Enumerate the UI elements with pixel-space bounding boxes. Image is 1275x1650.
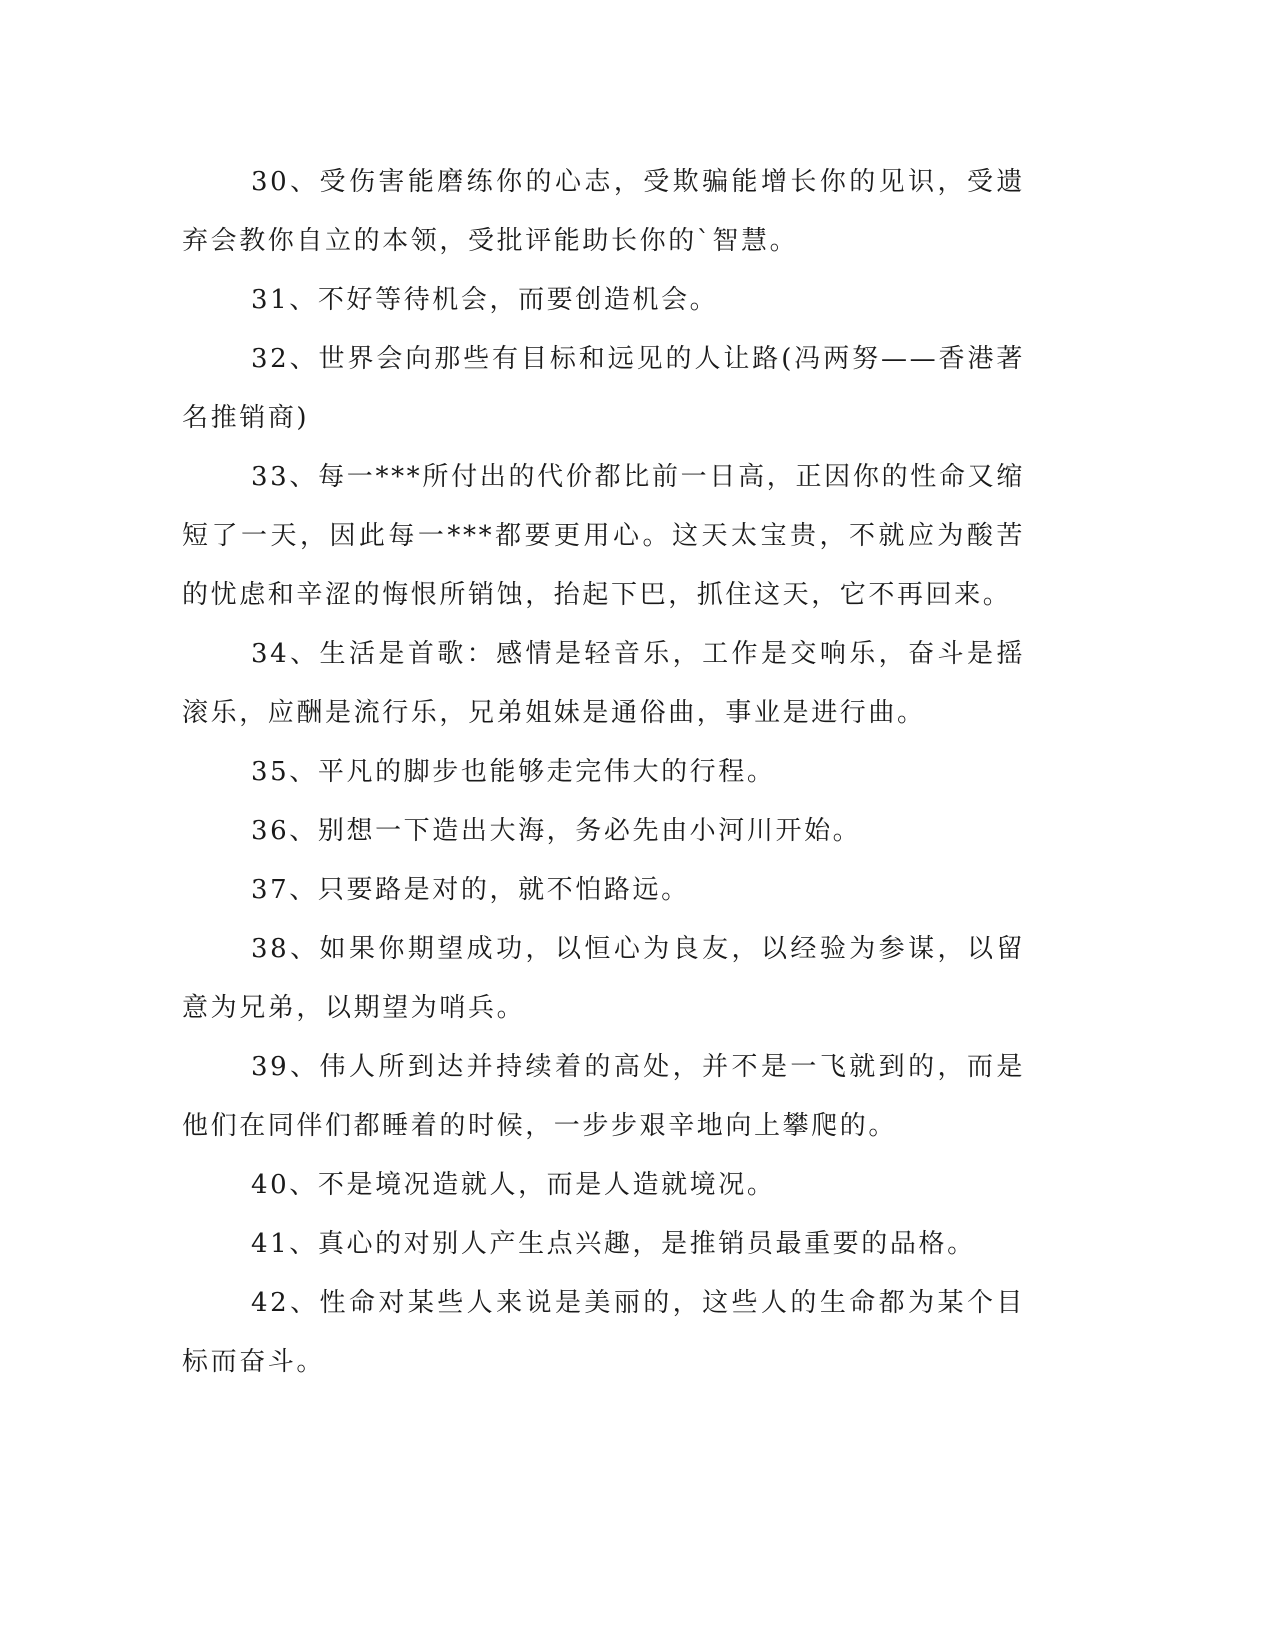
paragraph-39: 39、伟人所到达并持续着的高处，并不是一飞就到的，而是他们在同伴们都睡着的时候，一步步艰辛地向上攀爬的。 bbox=[182, 1052, 1025, 1141]
paragraph-40: 40、不是境况造就人，而是人造就境况。 bbox=[251, 1170, 776, 1200]
paragraph-30: 30、受伤害能磨练你的心志，受欺骗能增长你的见识，受遗弃会教你自立的本领，受批评能助长你的`智慧。 bbox=[182, 167, 1025, 256]
paragraph-41: 41、真心的对别人产生点兴趣，是推销员最重要的品格。 bbox=[251, 1229, 976, 1259]
paragraph-31: 31、不好等待机会，而要创造机会。 bbox=[251, 285, 719, 315]
paragraph-36: 36、别想一下造出大海，务必先由小河川开始。 bbox=[251, 816, 862, 846]
paragraph-38: 38、如果你期望成功，以恒心为良友，以经验为参谋，以留意为兄弟，以期望为哨兵。 bbox=[182, 934, 1025, 1023]
paragraph-32: 32、世界会向那些有目标和远见的人让路(冯两努——香港著名推销商) bbox=[182, 344, 1025, 433]
paragraph-35: 35、平凡的脚步也能够走完伟大的行程。 bbox=[251, 757, 776, 787]
paragraph-34: 34、生活是首歌：感情是轻音乐，工作是交响乐，奋斗是摇滚乐，应酬是流行乐，兄弟姐妹是通俗曲，事业是进行曲。 bbox=[182, 639, 1025, 728]
document-body bbox=[182, 153, 1025, 1392]
paragraph-42: 42、性命对某些人来说是美丽的，这些人的生命都为某个目标而奋斗。 bbox=[182, 1288, 1025, 1377]
paragraph-33: 33、每一***所付出的代价都比前一日高，正因你的性命又缩短了一天，因此每一***都要更用心。这天太宝贵，不就应为酸苦的忧虑和辛涩的悔恨所销蚀，抬起下巴，抓住这天，它不再回来。 bbox=[182, 462, 1025, 610]
paragraph-37: 37、只要路是对的，就不怕路远。 bbox=[251, 875, 690, 905]
